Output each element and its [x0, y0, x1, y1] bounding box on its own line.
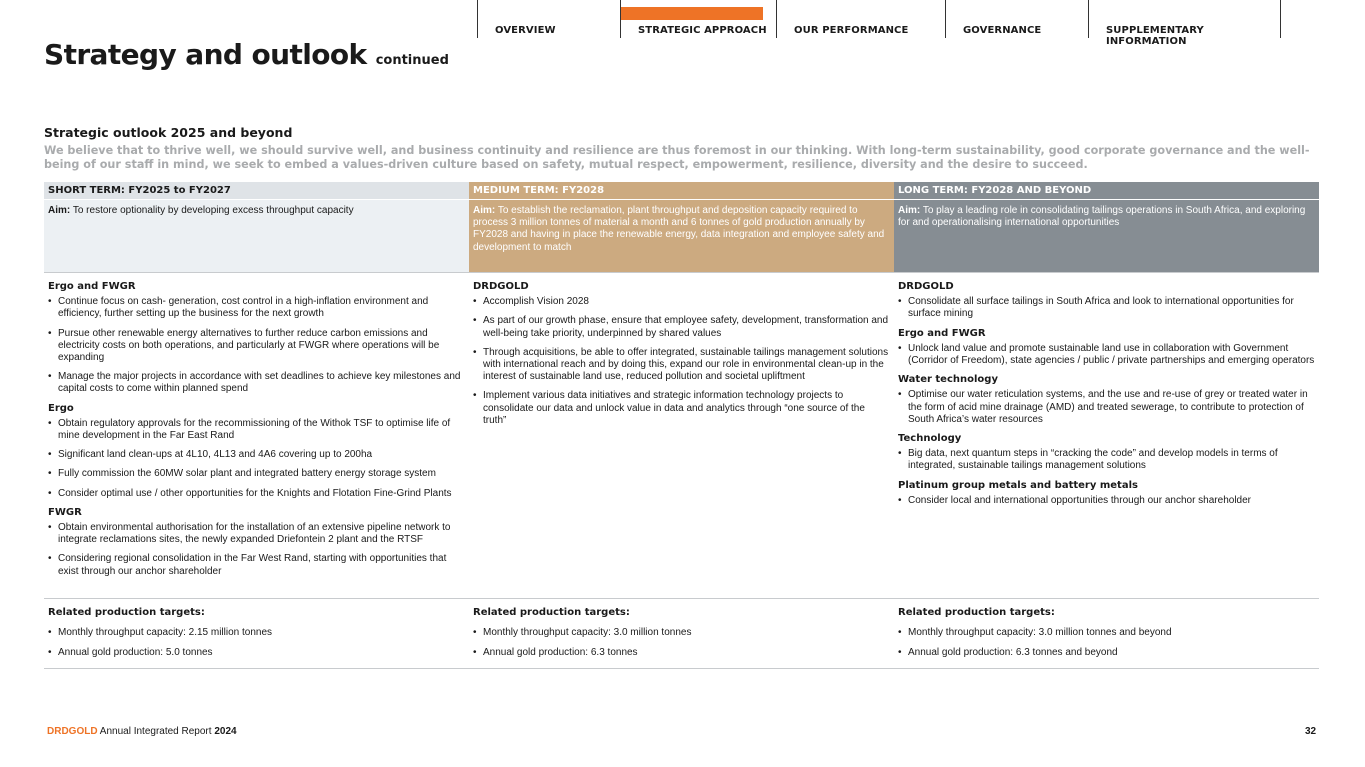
bullet-list [898, 343, 1315, 367]
intro-paragraph: We believe that to thrive well, we should survive well, and business continuity and resilience are thus foremost in our thinking. With long-term sustainability, good corporate governance and the well-being of our staff in mind, we seek to embed a values-driven culture based on safety, mutual respect, empowerment, resilience, diversity and the desire to succeed. [44, 144, 1310, 171]
list-item: • Obtain regulatory approvals for the recommissioning of the Withok TSF to optimise life of mine development in the Far East Rand [48, 418, 465, 442]
active-tab-indicator [621, 7, 763, 20]
list-item: • Monthly throughput capacity: 3.0 million tonnes and beyond [898, 627, 1315, 639]
list-item: • Accomplish Vision 2028 [473, 296, 890, 308]
section-title: FWGR [48, 506, 82, 518]
tab-governance[interactable]: GOVERNANCE [945, 0, 1088, 38]
list-item: • Through acquisitions, be able to offer integrated, sustainable tailings management solutions with international reach and by doing this, expand our role in environmental clean-up in the interest of sustainable land use, reduced pollution and societal upliftment [473, 347, 890, 384]
strategy-table [44, 182, 1319, 669]
aim-label: Aim: [48, 205, 71, 216]
bullet-list [48, 418, 465, 500]
list-item: • Manage the major projects in accordance with set deadlines to achieve key milestones and capital costs to come within planned spend [48, 371, 465, 395]
page-number: 32 [1305, 726, 1317, 737]
list-item: • Considering regional consolidation in the Far West Rand, starting with opportunities that exist through our anchor shareholder [48, 553, 465, 577]
aim-label: Aim: [473, 205, 496, 216]
list-item: • Pursue other renewable energy alternatives to further reduce carbon emissions and electricity costs on both operations, and particularly at FWGR where operations will be expanding [48, 328, 465, 365]
list-item: • Fully commission the 60MW solar plant and integrated battery energy storage system [48, 468, 465, 480]
targets-title: Related production targets: [898, 607, 1055, 618]
short-term-production-targets [44, 598, 469, 669]
long-term-aim [894, 199, 1319, 272]
list-item: • Annual gold production: 6.3 tonnes and beyond [898, 647, 1315, 659]
short-term-header: SHORT TERM: FY2025 to FY2027 [44, 182, 469, 199]
list-item: • Consolidate all surface tailings in South Africa and look to international opportunities for surface mining [898, 296, 1315, 320]
section-title: DRDGOLD [898, 281, 954, 292]
long-term-initiatives [894, 272, 1319, 598]
section-title: Ergo and FWGR [898, 327, 986, 339]
section-title: Ergo [48, 402, 74, 414]
list-item: • Implement various data initiatives and strategic information technology projects to consolidate our data and unlock value in data and analytics through “one source of the truth” [473, 390, 890, 427]
list-item: • Big data, next quantum steps in “cracking the code” and develop models in terms of integrated, sustainable tailings management solutions [898, 448, 1315, 472]
bullet-list [898, 389, 1315, 426]
section-title: Platinum group metals and battery metals [898, 479, 1138, 491]
bullet-list [898, 448, 1315, 472]
short-term-initiatives [44, 272, 469, 598]
aim-label: Aim: [898, 205, 921, 216]
short-term-aim [44, 199, 469, 272]
bullet-list [473, 296, 890, 427]
tab-our-performance[interactable]: OUR PERFORMANCE [776, 0, 945, 38]
aim-text: To play a leading role in consolidating tailings operations in South Africa, and exploring for and operationalising international opportunities [898, 205, 1306, 229]
list-item: • As part of our growth phase, ensure that employee safety, development, transformation and well-being take priority, underpinned by shared values [473, 315, 890, 339]
targets-list [473, 627, 890, 659]
section-title: DRDGOLD [473, 281, 529, 292]
targets-title: Related production targets: [473, 607, 630, 618]
bullet-list [48, 296, 465, 395]
list-item: • Annual gold production: 5.0 tonnes [48, 647, 465, 659]
section-subheading: Strategic outlook 2025 and beyond [44, 125, 293, 140]
list-item: • Consider local and international opportunities through our anchor shareholder [898, 495, 1315, 507]
section-title: Ergo and FWGR [48, 281, 136, 292]
list-item: • Significant land clean-ups at 4L10, 4L13 and 4A6 covering up to 200ha [48, 449, 465, 461]
section-title: Water technology [898, 374, 998, 386]
footer-year: 2024 [214, 726, 237, 737]
long-term-production-targets [894, 598, 1319, 669]
bullet-list [898, 296, 1315, 320]
section-title: Technology [898, 433, 962, 445]
list-item: • Monthly throughput capacity: 2.15 million tonnes [48, 627, 465, 639]
list-item: • Obtain environmental authorisation for the installation of an extensive pipeline network to integrate reclamations sites, the newly expanded Driefontein 2 plant and the RTSF [48, 522, 465, 546]
bullet-list [898, 495, 1315, 507]
page-title: Strategy and outlook continued [44, 38, 449, 71]
list-item: • Annual gold production: 6.3 tonnes [473, 647, 890, 659]
long-term-header: LONG TERM: FY2028 AND BEYOND [894, 182, 1319, 199]
aim-text: To establish the reclamation, plant throughput and deposition capacity required to process 3 million tonnes of material a month and 6 tonnes of gold production annually by FY2028 and having in place the renewable energy, data integration and employee safety and development to match [473, 205, 885, 253]
footer-brand: DRDGOLD [47, 726, 98, 737]
page-title-suffix: continued [375, 53, 449, 68]
list-item: • Continue focus on cash- generation, cost control in a high-inflation environment and efficiency, further setting up the business for the next growth [48, 296, 465, 320]
medium-term-header: MEDIUM TERM: FY2028 [469, 182, 894, 199]
targets-title: Related production targets: [48, 607, 205, 618]
aim-text: To restore optionality by developing excess throughput capacity [72, 205, 354, 216]
medium-term-production-targets [469, 598, 894, 669]
targets-list [48, 627, 465, 659]
footer [47, 726, 237, 737]
targets-list [898, 627, 1315, 659]
tab-overview[interactable]: OVERVIEW [477, 0, 620, 38]
medium-term-aim [469, 199, 894, 272]
list-item: • Optimise our water reticulation systems, and the use and re-use of grey or treated water in the form of acid mine drainage (AMD) and treated sewerage, to contribute to protection of South Africa’s water resources [898, 389, 1315, 426]
bullet-list [48, 522, 465, 578]
top-navigation [477, 0, 1281, 47]
list-item: • Consider optimal use / other opportunities for the Knights and Flotation Fine-Grind Plants [48, 488, 465, 500]
list-item: • Monthly throughput capacity: 3.0 million tonnes [473, 627, 890, 639]
footer-report: Annual Integrated Report [99, 726, 212, 737]
tab-strategic-approach[interactable]: STRATEGIC APPROACH [620, 0, 776, 38]
list-item: • Unlock land value and promote sustainable land use in collaboration with Government (Corridor of Freedom), state agencies / public / private partnerships and emerging operators [898, 343, 1315, 367]
tab-supplementary-information[interactable]: SUPPLEMENTARY INFORMATION [1088, 0, 1281, 38]
medium-term-initiatives [469, 272, 894, 598]
